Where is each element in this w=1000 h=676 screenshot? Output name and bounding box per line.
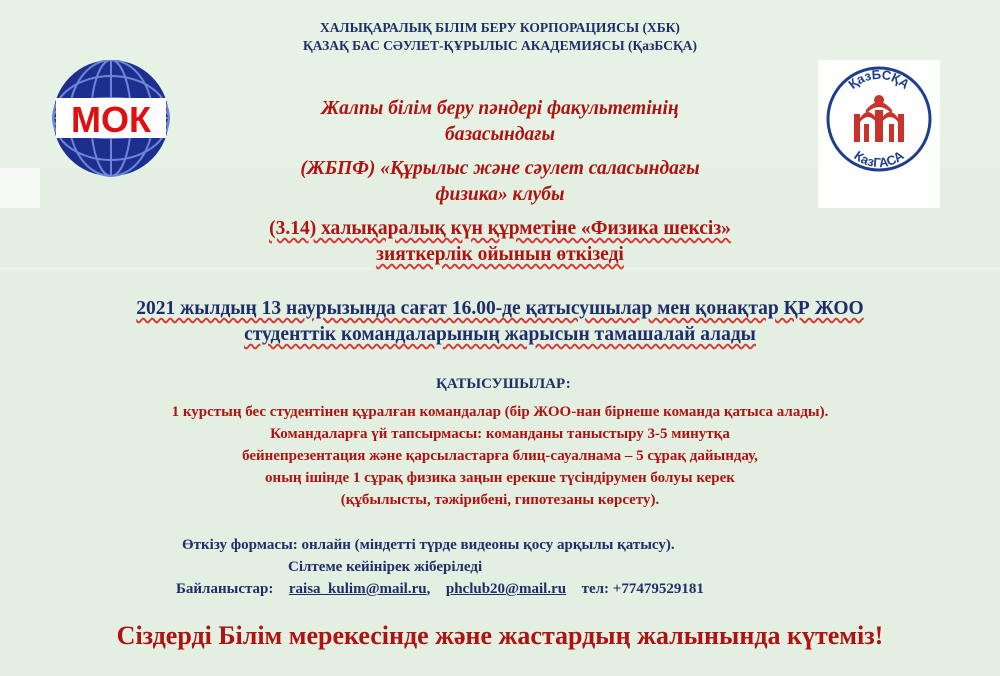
participants-line-5: (құбылысты, тәжірибені, гипотезаны көрсету). bbox=[340, 492, 660, 508]
link-line: Сілтеме кейінірек жіберіледі bbox=[288, 559, 483, 575]
contacts-line bbox=[176, 579, 704, 599]
divider-line bbox=[0, 268, 1000, 269]
email-link-1[interactable]: raisa_kulim@mail.ru bbox=[288, 581, 427, 597]
participants-line-4: оның ішінде 1 сұрақ физика заңын ерекше түсіндірумен болуы керек bbox=[265, 470, 735, 486]
email-separator: , bbox=[426, 581, 431, 597]
title-line-1: Жалпы білім беру пәндері факультетінің bbox=[321, 98, 679, 119]
left-white-strip bbox=[0, 168, 40, 208]
kazgasa-top-text: ҚазБСҚА bbox=[845, 66, 913, 92]
participants-line-1: 1 курстың бес студентінен құралған командалар (бір ЖОО-нан бірнеше команда қатыса алады). bbox=[171, 404, 829, 420]
date-line-2: студенттік командаларының жарысын тамашалай алады bbox=[244, 324, 756, 345]
participants-line-2: Командаларға үй тапсырмасы: команданы таныстыру 3-5 минутқа bbox=[270, 426, 730, 442]
contacts-label: Байланыстар: bbox=[176, 581, 274, 597]
phone-number: тел: +77479529181 bbox=[581, 581, 704, 597]
mok-logo-text: МОК bbox=[71, 99, 151, 140]
title-line-3: (ЖБПФ) «Құрылыс және сәулет саласындағы bbox=[300, 158, 700, 179]
org-line-2: ҚАЗАҚ БАС СӘУЛЕТ-ҚҰРЫЛЫС АКАДЕМИЯСЫ (ҚазБСҚА) bbox=[302, 38, 698, 53]
date-line-1: 2021 жылдың 13 наурызында сағат 16.00-де қатысушылар мен қонақтар ҚР ЖОО bbox=[136, 298, 864, 319]
title-line-2: базасындағы bbox=[444, 124, 555, 145]
format-line: Өткізу формасы: онлайн (міндетті түрде видеоны қосу арқылы қатысу). bbox=[182, 537, 675, 553]
participants-heading: ҚАТЫСУШЫЛАР: bbox=[436, 376, 571, 392]
kazgasa-logo-box bbox=[818, 60, 940, 208]
org-line-1: ХАЛЫҚАРАЛЫҚ БІЛІМ БЕРУ КОРПОРАЦИЯСЫ (ХБК) bbox=[320, 20, 680, 35]
title-line-4: физика» клубы bbox=[435, 184, 565, 205]
title-line-5: (3.14) халықаралық күн құрметіне «Физика шексіз» bbox=[269, 218, 731, 239]
email-link-2[interactable]: phclub20@mail.ru bbox=[445, 581, 567, 597]
closing-message: Сіздерді Білім мерекесінде және жастардың жалынында күтеміз! bbox=[116, 621, 884, 650]
kazgasa-bottom-text: КазГАСА bbox=[851, 147, 907, 171]
mok-logo bbox=[52, 60, 170, 180]
participants-line-3: бейнепрезентация және қарсыластарға блиц-сауалнама – 5 сұрақ дайындау, bbox=[242, 448, 758, 464]
title-line-6: зияткерлік ойынын өткізеді bbox=[376, 244, 624, 265]
kazgasa-logo bbox=[826, 66, 932, 172]
